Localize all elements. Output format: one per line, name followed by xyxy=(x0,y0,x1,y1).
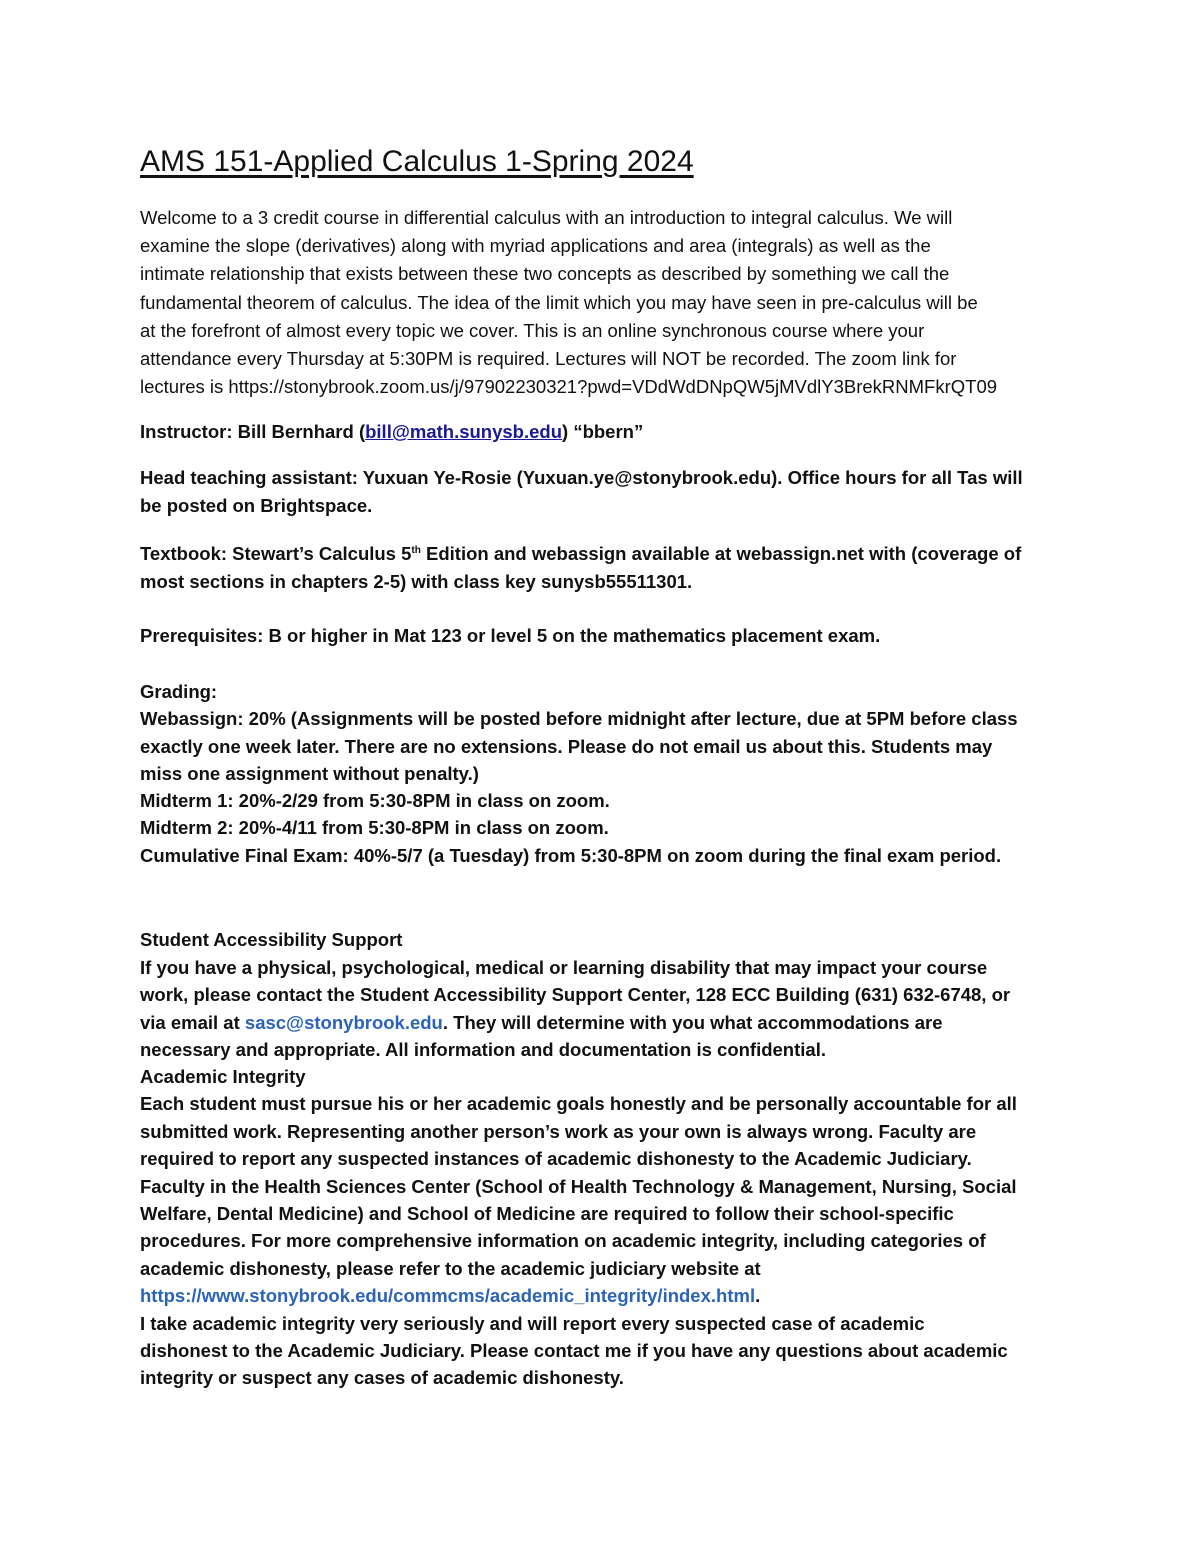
instructor-label: Instructor: Bill Bernhard ( xyxy=(140,421,366,442)
accessibility-line: necessary and appropriate. All information and documentation is confidential. xyxy=(140,1039,826,1061)
zoom-link-line: lectures is https://stonybrook.zoom.us/j/97902230321?pwd=VDdWdDNpQW5jMVdlY3BrekRNMFkrQT09 xyxy=(140,376,998,398)
intro-line: at the forefront of almost every topic we cover. This is an online synchronous course where your xyxy=(140,319,925,341)
grading-line: miss one assignment without penalty.) xyxy=(140,762,479,784)
prerequisites-line: Prerequisites: B or higher in Mat 123 or level 5 on the mathematics placement exam. xyxy=(140,625,881,646)
intro-paragraph xyxy=(140,204,1070,401)
integrity-line: Faculty in the Health Sciences Center (School of Health Technology & Management, Nursing, Social xyxy=(140,1175,1017,1197)
textbook-text: Edition and webassign available at webassign.net with (coverage of xyxy=(420,543,1022,564)
integrity-closing-line: dishonest to the Academic Judiciary. Please contact me if you have any questions about academic xyxy=(140,1340,1008,1362)
integrity-line: academic dishonesty, please refer to the academic judiciary website at xyxy=(140,1257,761,1279)
accessibility-text: . They will determine with you what accommodations are xyxy=(442,1011,943,1033)
grading-line: exactly one week later. There are no extensions. Please do not email us about this. Students may xyxy=(140,735,993,757)
grading-line: Midterm 1: 20%-2/29 from 5:30-8PM in class on zoom. xyxy=(140,790,610,812)
grading-line: Cumulative Final Exam: 40%-5/7 (a Tuesday) from 5:30-8PM on zoom during the final exam period. xyxy=(140,844,1002,866)
integrity-closing-line: I take academic integrity very seriously and will report every suspected case of academic xyxy=(140,1312,925,1334)
intro-line: Welcome to a 3 credit course in differential calculus with an introduction to integral calculus. We will xyxy=(140,207,953,228)
grading-line: Webassign: 20% (Assignments will be posted before midnight after lecture, due at 5PM before class xyxy=(140,708,1018,730)
sasc-email-link[interactable]: sasc@stonybrook.edu xyxy=(244,1011,443,1033)
integrity-closing-line: integrity or suspect any cases of academic dishonesty. xyxy=(140,1367,624,1389)
accessibility-line xyxy=(140,1009,1070,1037)
accessibility-line: work, please contact the Student Accessibility Support Center, 128 ECC Building (631) 632-6748, or xyxy=(140,984,1011,1006)
accessibility-text: via email at xyxy=(140,1011,245,1033)
grading-heading: Grading: xyxy=(140,681,218,702)
intro-line: intimate relationship that exists between these two concepts as described by something we call the xyxy=(140,263,950,285)
instructor-email-link[interactable]: bill@math.sunysb.edu xyxy=(365,421,563,442)
link-period: . xyxy=(755,1285,761,1307)
course-title: AMS 151-Applied Calculus 1-Spring 2024 xyxy=(140,145,694,178)
head-ta-paragraph xyxy=(140,464,1070,520)
academic-integrity-link[interactable]: https://www.stonybrook.edu/commcms/academic_integrity/index.html xyxy=(140,1285,756,1307)
head-ta-line: Head teaching assistant: Yuxuan Ye-Rosie (Yuxuan.ye@stonybrook.edu). Office hours for all Tas will xyxy=(140,467,1023,488)
edition-superscript: th xyxy=(411,544,421,556)
integrity-heading: Academic Integrity xyxy=(140,1066,306,1087)
instructor-paragraph xyxy=(140,418,1070,446)
instructor-nickname: ) “bbern” xyxy=(562,421,644,442)
integrity-link-line xyxy=(140,1282,1070,1309)
accessibility-line: If you have a physical, psychological, medical or learning disability that may impact your course xyxy=(140,956,988,978)
grading-line: Midterm 2: 20%-4/11 from 5:30-8PM in class on zoom. xyxy=(140,817,609,839)
instructor-line xyxy=(140,418,1070,446)
intro-line: examine the slope (derivatives) along with myriad applications and area (integrals) as well as the xyxy=(140,235,931,257)
intro-line: fundamental theorem of calculus. The idea of the limit which you may have seen in pre-calculus will be xyxy=(140,291,978,313)
textbook-paragraph xyxy=(140,540,1070,596)
accessibility-section xyxy=(140,926,1070,1064)
integrity-line: Welfare, Dental Medicine) and School of Medicine are required to follow their school-specific xyxy=(140,1203,954,1225)
textbook-text: Textbook: Stewart’s Calculus 5 xyxy=(140,543,412,564)
integrity-line: required to report any suspected instances of academic dishonesty to the Academic Judiciary. xyxy=(140,1148,972,1170)
integrity-line: Each student must pursue his or her academic goals honestly and be personally accountable for all xyxy=(140,1093,1017,1115)
textbook-line: most sections in chapters 2-5) with class key sunysb55511301. xyxy=(140,571,693,592)
integrity-line: submitted work. Representing another person’s work as your own is always wrong. Faculty are xyxy=(140,1120,977,1142)
integrity-line: procedures. For more comprehensive information on academic integrity, including categories of xyxy=(140,1230,986,1252)
accessibility-heading: Student Accessibility Support xyxy=(140,929,403,950)
academic-integrity-section xyxy=(140,1063,1070,1392)
prerequisites-paragraph xyxy=(140,622,1070,650)
intro-line: attendance every Thursday at 5:30PM is required. Lectures will NOT be recorded. The zoom link for xyxy=(140,348,957,370)
textbook-line xyxy=(140,540,1070,568)
grading-section xyxy=(140,678,1070,869)
head-ta-line: be posted on Brightspace. xyxy=(140,495,373,516)
